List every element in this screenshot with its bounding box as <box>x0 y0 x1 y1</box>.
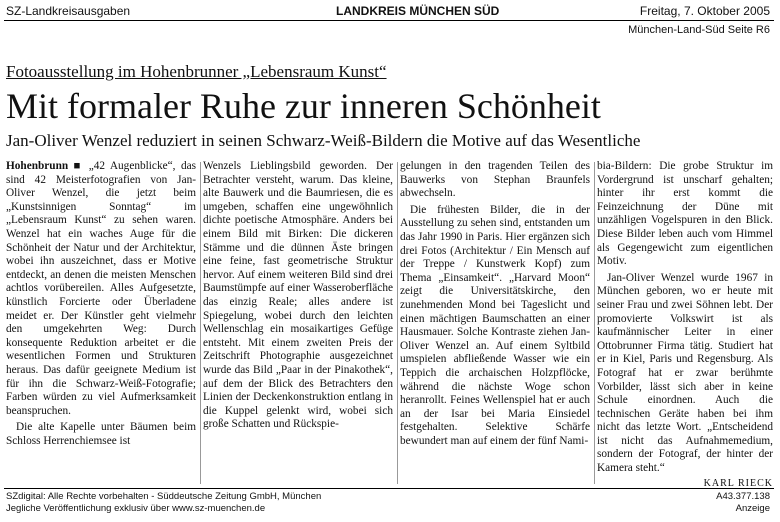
page-number: München-Land-Süd Seite R6 <box>628 24 770 36</box>
paragraph: „42 Augenblicke“, das sind 42 Meisterfotografien von Jan-Oliver Wenzel, die jetzt beim „Kunstsinnigen Sonntag“ im „Lebensraum Kunst“ zu sehen waren. Wenzel hat ein waches Auge für die Schönheit der Natur und der Architektur, wobei ihn auszeichnet, dass er Motive entdeckt, an denen die meisten Menschen achtlos vorübereilen. Alles Aufgesetzte, künstlich Forcierte oder Überladene meidet er. Der Künstler geht vielmehr den umgekehrten Weg: Durch konsequente Reduktion arbeitet er die wesentlichen Formen und Strukturen heraus. Das dafür geeignete Medium ist für ihn die Schwarz-Weiß-Fotografie; Farben würden zu viel Aufmerksamkeit beanspruchen. <box>6 160 197 417</box>
column-2 <box>203 160 393 435</box>
paragraph: Wenzels Lieblingsbild geworden. Der Betrachter versteht, warum. Das kleine, alte Bauwerk und die Baumriesen, die es umgeben, schaffen eine ungewöhnlich dichte poetische Atmosphäre. Anders bei einem Bild mit Birken: Die dickeren Stämme und die dünnen Äste bringen eine feine, fast geometrische Struktur hervor. Auf einem weiteren Bild sind drei Baumstümpfe auf einer Wasseroberfläche das einzig Reale; alles andere ist Spiegelung, wobei durch den leichten Wellenschlag ein mosaikartiges Gefüge entsteht. Mit einem zweiten Preis der Zeitschrift Photographie ausgezeichnet wurde das Bild „Paar in der Pinakothek“, auf dem der Blick des Betrachters den Linien der Deckenkonstruktion entlang in die Kuppel gelenkt wird, wobei sich große Schatten und Rückspie- <box>203 160 393 431</box>
dateline: Hohenbrunn ■ <box>6 160 84 172</box>
publication-line: Jegliche Veröffentlichung exklusiv über www.sz-muenchen.de <box>6 503 266 514</box>
column-4 <box>597 160 773 490</box>
article-kicker: Fotoausstellung im Hohenbrunner „Lebensraum Kunst“ <box>6 62 387 81</box>
column-divider <box>397 162 398 484</box>
article-label: Anzeige <box>735 503 770 514</box>
copyright-footer <box>6 491 321 515</box>
header-rule <box>4 20 774 21</box>
edition-name: SZ-Landkreisausgaben <box>6 4 131 18</box>
column-divider <box>594 162 595 484</box>
copyright-line: SZdigital: Alle Rechte vorbehalten - Süddeutsche Zeitung GmbH, München <box>6 491 322 502</box>
paragraph: Die alte Kapelle unter Bäumen beim Schloss Herrenchiemsee ist <box>6 421 196 447</box>
paragraph: Jan-Oliver Wenzel wurde 1967 in München geboren, wo er heute mit seiner Frau und zwei Söhnen lebt. Der promovierte Volkswirt ist als kaufmännischer Leiter in einer Ottobrunner Firma tätig. Studiert hat er in Kiel, Paris und Regensburg. Als Fotograf hat er zwar berühmte Vorbilder, lässt sich aber in keine Schule einordnen. Auch die technischen Geräte haben bei ihm nicht das letzte Wort. „Entscheidend ist nicht das Aufnahmemedium, sondern der Fotograf, der hinter der Kamera steht.“ <box>597 271 773 475</box>
column-divider <box>200 162 201 484</box>
article-subhead: Jan-Oliver Wenzel reduziert in seinen Schwarz-Weiß-Bildern die Motive auf das Wesentliche <box>6 131 641 150</box>
article-code <box>716 491 770 515</box>
footer-rule <box>4 488 774 489</box>
article-body <box>6 160 774 487</box>
author-byline: KARL RIECK <box>703 477 773 489</box>
issue-date: Freitag, 7. Oktober 2005 <box>639 4 770 18</box>
column-1 <box>6 160 196 451</box>
page-header <box>6 2 774 20</box>
article-id: A43.377.138 <box>716 491 770 502</box>
section-name: LANDKREIS MÜNCHEN SÜD <box>336 4 500 18</box>
column-3 <box>400 160 590 451</box>
paragraph: Die frühesten Bilder, die in der Ausstellung zu sehen sind, entstanden um das Jahr 1990 in Paris. Hier ergänzen sich drei Fotos (Architektur / Ein Mensch auf der Treppe / Kunstwerk Kopf) zum Thema „Einsamkeit“. „Harvard Moon“ zeigt die Universitätskirche, den zunehmenden Mond bei Tageslicht und einen mächtigen Baumschatten an einer Hausmauer. Solche Kontraste ziehen Jan-Oliver Wenzel an. Auf einem Syltbild umspielen abfließende Wasser wie ein Teppich die archaischen Holzpflöcke, während die nächste Woge schon heranrollt. Feines Wellenspiel hat er auch an der Isar bei Maria Einsiedel festgehalten. Selektive Schärfe bewundert man auf einem der fünf Nami- <box>400 203 590 447</box>
article-headline: Mit formaler Ruhe zur inneren Schönheit <box>6 86 601 126</box>
paragraph: gelungen in den tragenden Teilen des Bauwerks von Stephan Braunfels abwechseln. <box>400 160 590 200</box>
paragraph: bia-Bildern: Die grobe Struktur im Vordergrund ist unscharf gehalten; hinter ihr erst kommt die Feinzeichnung der Düne mit unzähligen Vogelspuren in den Blick. Diese Bilder leben auch vom Himmel als Gegengewicht zum eigentlichen Motiv. <box>597 160 773 268</box>
